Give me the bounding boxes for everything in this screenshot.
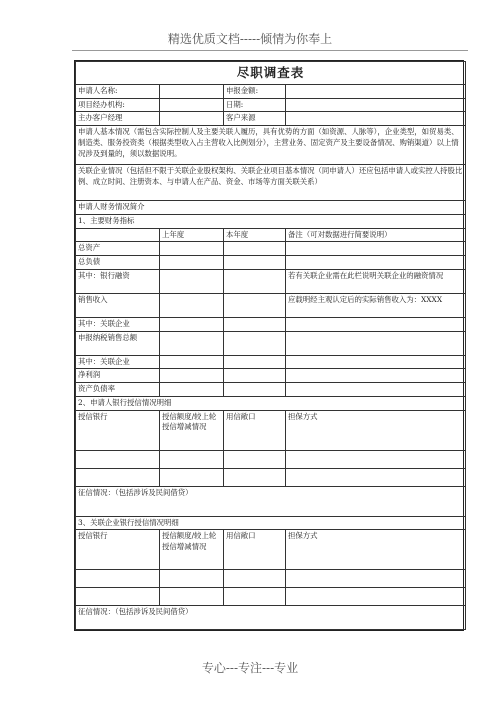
fin-cell[interactable]	[224, 293, 286, 317]
bank-cell[interactable]	[224, 468, 286, 486]
fin-header-this-year: 本年度	[224, 228, 286, 242]
applicant-name-field[interactable]	[160, 85, 224, 99]
fin-cell[interactable]	[224, 317, 286, 331]
basic-info-section[interactable]: 申请人基本情况（需包含实际控制人及主要关联人履历，具有优势的方面（如资源、人脉等），企业类型，如贸易类、制造类、服务投资类（根据类型收入占主营收入比例划分），主营业务、固定资产及主要设备情况、购销渠道）以上情况涉及到量的，须以数据说明。	[76, 126, 466, 165]
fin-note[interactable]: 若有关联企业需在此栏说明关联企业的融资情况	[286, 269, 466, 293]
fin-cell[interactable]	[160, 355, 224, 369]
fin-row-label: 其中：银行融资	[76, 269, 160, 293]
fin-row-label: 净利润	[76, 369, 160, 383]
bank-cell[interactable]	[286, 450, 466, 468]
credit-status-3[interactable]: 征信情况：（包括涉诉及民间借贷）	[76, 606, 466, 630]
amount-field[interactable]	[286, 85, 466, 99]
bank-cell[interactable]	[160, 570, 224, 588]
bank-header-bank: 授信银行	[76, 410, 160, 450]
fin-header-last-year: 上年度	[160, 228, 224, 242]
bank-cell[interactable]	[76, 570, 160, 588]
bank-cell[interactable]	[286, 570, 466, 588]
fin-cell[interactable]	[160, 383, 224, 397]
bank-cell[interactable]	[224, 570, 286, 588]
fin-cell[interactable]	[224, 256, 286, 270]
fin-row-label: 申报纳税销售总额	[76, 331, 160, 355]
fin-cell[interactable]	[160, 256, 224, 270]
bank-header-bank: 授信银行	[76, 530, 160, 570]
fin-cell[interactable]	[224, 331, 286, 355]
bank-cell[interactable]	[76, 468, 160, 486]
fin-note[interactable]	[286, 383, 466, 397]
fin-note[interactable]	[286, 256, 466, 270]
fin-cell[interactable]	[224, 369, 286, 383]
header-rule	[72, 50, 468, 51]
fin-note[interactable]	[286, 355, 466, 369]
bank-header-exposure: 用信敞口	[224, 410, 286, 450]
fin-note[interactable]: 应载明经主观认定后的实际销售收入为：XXXX	[286, 293, 466, 317]
applicant-name-label: 申请人名称:	[76, 85, 160, 99]
manager-label: 主办客户经理	[76, 112, 160, 126]
fin-cell[interactable]	[224, 355, 286, 369]
fin-note[interactable]	[286, 331, 466, 355]
fin-row-label: 总资产	[76, 242, 160, 256]
source-field[interactable]	[286, 112, 466, 126]
fin-row-label: 销售收入	[76, 293, 160, 317]
fin-row-label: 总负债	[76, 256, 160, 270]
bank-header-guarantee: 担保方式	[286, 530, 466, 570]
fin-note[interactable]	[286, 317, 466, 331]
agency-field[interactable]	[160, 98, 224, 112]
fin-cell[interactable]	[160, 317, 224, 331]
fin-note[interactable]	[286, 369, 466, 383]
bank-cell[interactable]	[160, 450, 224, 468]
bank-cell[interactable]	[286, 468, 466, 486]
amount-label: 申报金额:	[224, 85, 286, 99]
bank-header-amount: 授信额度/较上轮授信增减情况	[160, 410, 224, 450]
fin-row-label: 资产负债率	[76, 383, 160, 397]
bank-section-2-title: 2、申请人银行授信情况明细	[76, 396, 466, 410]
agency-label: 项目经办机构:	[76, 98, 160, 112]
finance-section-title: 1、主要财务指标	[76, 214, 466, 228]
manager-field[interactable]	[160, 112, 224, 126]
fin-cell[interactable]	[160, 242, 224, 256]
fin-row-label: 其中：关联企业	[76, 317, 160, 331]
credit-status-2[interactable]: 征信情况：（包括涉诉及民间借贷）	[76, 486, 466, 516]
fin-cell[interactable]	[160, 269, 224, 293]
finance-intro: 申请人财务情况简介	[76, 201, 466, 215]
fin-cell[interactable]	[160, 293, 224, 317]
bank-header-guarantee: 担保方式	[286, 410, 466, 450]
bank-header-amount: 授信额度/较上轮授信增减情况	[160, 530, 224, 570]
bank-cell[interactable]	[286, 588, 466, 606]
fin-cell[interactable]	[160, 369, 224, 383]
bank-cell[interactable]	[160, 468, 224, 486]
bank-cell[interactable]	[160, 588, 224, 606]
date-field[interactable]	[286, 98, 466, 112]
page-footer: 专心---专注---专业	[201, 661, 299, 675]
bank-header-exposure: 用信敞口	[224, 530, 286, 570]
fin-cell[interactable]	[224, 269, 286, 293]
bank-cell[interactable]	[76, 588, 160, 606]
source-label: 客户来源	[224, 112, 286, 126]
bank-cell[interactable]	[224, 588, 286, 606]
bank-cell[interactable]	[76, 450, 160, 468]
due-diligence-form	[74, 60, 464, 631]
bank-cell[interactable]	[224, 450, 286, 468]
fin-cell[interactable]	[160, 331, 224, 355]
form-title: 尽职调查表	[76, 62, 466, 85]
page-header: 精选优质文档-----倾情为你奉上	[167, 32, 333, 46]
fin-header-blank	[76, 228, 160, 242]
bank-section-3-title: 3、关联企业银行授信情况明细	[76, 516, 466, 530]
fin-cell[interactable]	[224, 383, 286, 397]
date-label: 日期:	[224, 98, 286, 112]
fin-cell[interactable]	[224, 242, 286, 256]
fin-row-label: 其中：关联企业	[76, 355, 160, 369]
fin-header-remark: 备注（可对数据进行简要说明）	[286, 228, 466, 242]
related-info-section[interactable]: 关联企业情况（包括但不限于关联企业股权架构、关联企业项目基本情况（同申请人）还应包括申请人或实控人持股比例、成立时间、注册资本、与申请人在产品、资金、市场等方面关联关系）	[76, 165, 466, 201]
fin-note[interactable]	[286, 242, 466, 256]
